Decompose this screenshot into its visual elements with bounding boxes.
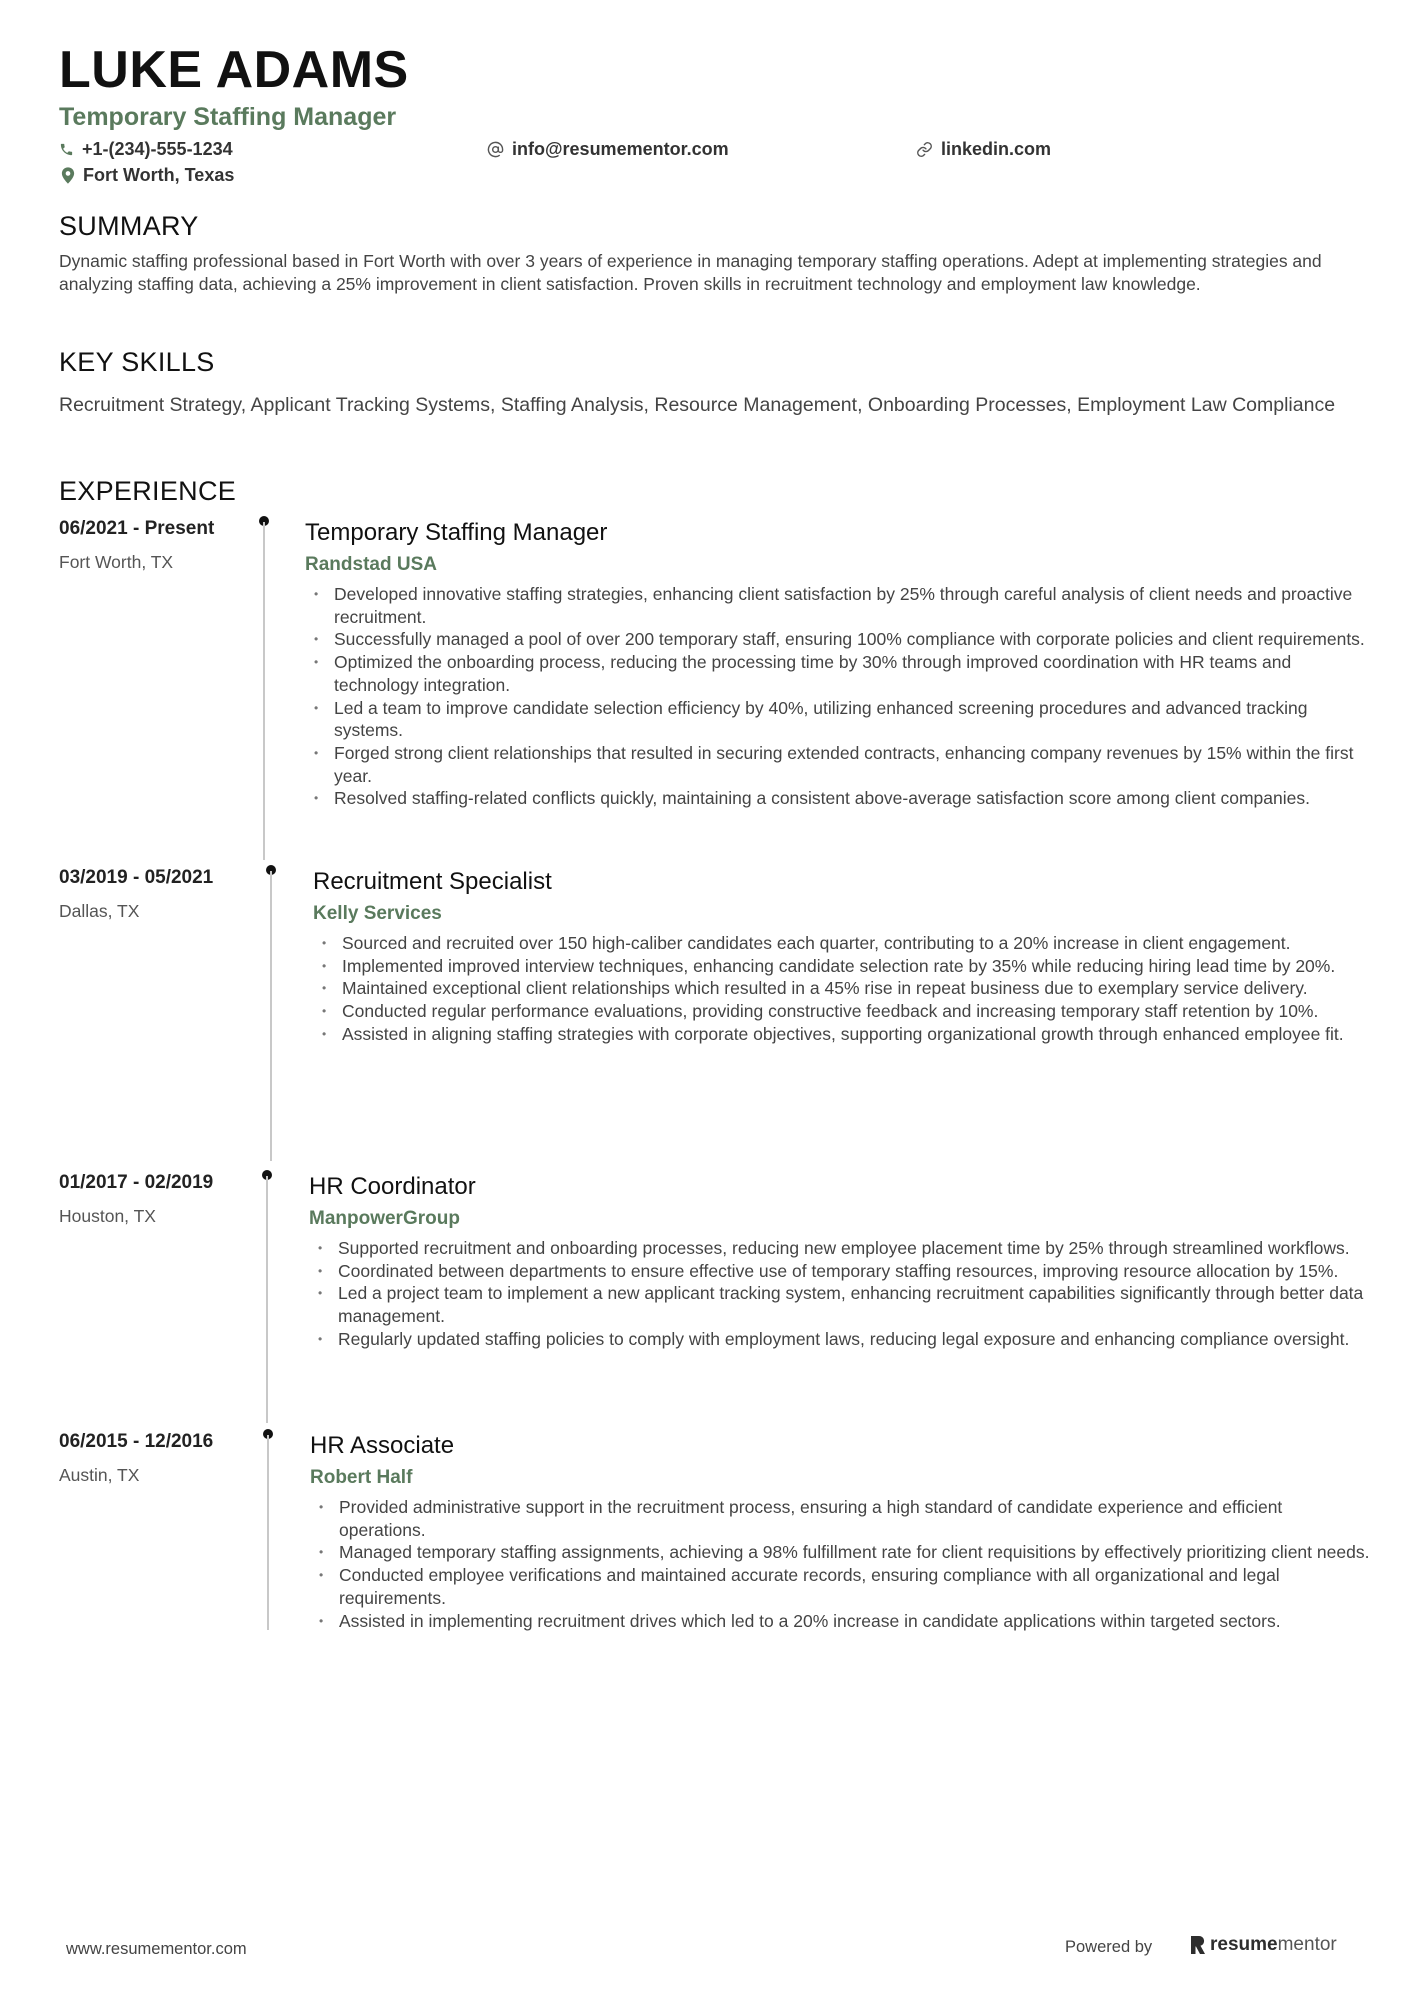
logo-word-mentor: mentor — [1277, 1934, 1337, 1955]
location-text: Fort Worth, Texas — [83, 165, 235, 185]
location-pin-icon — [61, 167, 75, 184]
job-bullet: • Assisted in implementing recruitment drives which led to a 20% increase in candidate applications within targeted sectors. — [316, 1610, 1371, 1633]
footer-website-link[interactable]: www.resumementor.com — [66, 1940, 247, 1958]
contact-location — [61, 166, 234, 184]
skills-text: Recruitment Strategy, Applicant Tracking Systems, Staffing Analysis, Resource Management, Onboarding Processes, Employment Law Compliance — [59, 394, 1336, 416]
job-bullet: • Successfully managed a pool of over 200 temporary staff, ensuring 100% compliance with corporate policies and client requirements. — [311, 628, 1366, 651]
job-title: HR Associate — [310, 1432, 455, 1459]
contact-linkedin[interactable] — [916, 140, 1051, 158]
job-bullet: • Conducted employee verifications and maintained accurate records, ensuring compliance with all organizational and legal requirements. — [316, 1564, 1371, 1609]
job-bullet: • Provided administrative support in the recruitment process, ensuring a high standard of candidate experience and efficient operations. — [316, 1496, 1371, 1541]
job-bullet: • Maintained exceptional client relationships which resulted in a 45% rise in repeat business due to exemplary service delivery. — [319, 977, 1374, 1000]
candidate-name: LUKE ADAMS — [59, 41, 409, 99]
job-title: Temporary Staffing Manager — [305, 519, 608, 546]
logo-word-resume: resume — [1210, 1934, 1278, 1955]
resumementor-logo-icon — [1188, 1934, 1206, 1956]
job-location: Fort Worth, TX — [59, 552, 174, 572]
job-dates: 03/2019 - 05/2021 — [59, 867, 214, 888]
job-dates: 06/2015 - 12/2016 — [59, 1431, 214, 1452]
job-bullet: • Regularly updated staffing policies to comply with employment laws, reducing legal exposure and enhancing compliance oversight. — [315, 1328, 1370, 1351]
job-company: Robert Half — [310, 1467, 413, 1488]
link-icon — [916, 141, 933, 158]
job-bullet: • Led a team to improve candidate selection efficiency by 40%, utilizing enhanced screening procedures and advanced tracking systems. — [311, 697, 1366, 742]
job-bullet: • Forged strong client relationships that resulted in securing extended contracts, enhancing company revenues by 15% within the first year. — [311, 742, 1366, 787]
job-location: Dallas, TX — [59, 901, 140, 921]
contact-email[interactable] — [487, 140, 729, 158]
job-bullets — [311, 583, 1366, 810]
job-bullet: • Supported recruitment and onboarding processes, reducing new employee placement time by 25% through streamlined workflows. — [315, 1237, 1370, 1260]
job-bullet: • Managed temporary staffing assignments, achieving a 98% fulfillment rate for client requisitions by effectively prioritizing client needs. — [316, 1541, 1371, 1564]
job-location: Houston, TX — [59, 1206, 156, 1226]
candidate-title: Temporary Staffing Manager — [59, 103, 397, 131]
timeline-line — [263, 522, 265, 860]
job-bullet: • Optimized the onboarding process, reducing the processing time by 30% through improved coordination with HR teams and technology integration. — [311, 651, 1366, 696]
job-bullets — [316, 1496, 1371, 1632]
job-bullet: • Sourced and recruited over 150 high-caliber candidates each quarter, contributing to a 20% increase in client engagement. — [319, 932, 1374, 955]
job-bullet: • Implemented improved interview techniques, enhancing candidate selection rate by 35% while reducing hiring lead time by 20%. — [319, 955, 1374, 978]
job-bullet: • Developed innovative staffing strategies, enhancing client satisfaction by 25% through careful analysis of client needs and proactive recruitment. — [311, 583, 1366, 628]
job-bullet: • Led a project team to implement a new applicant tracking system, enhancing recruitment capabilities significantly through better data management. — [315, 1282, 1370, 1327]
job-bullets — [319, 932, 1374, 1046]
job-bullet: • Coordinated between departments to ensure effective use of temporary staffing resources, improving resource allocation by 15%. — [315, 1260, 1370, 1283]
job-bullets — [315, 1237, 1370, 1351]
timeline-line — [266, 1176, 268, 1423]
resumementor-logo[interactable] — [1188, 1934, 1337, 1956]
skills-heading: KEY SKILLS — [59, 347, 215, 377]
job-bullet: • Assisted in aligning staffing strategies with corporate objectives, supporting organizational growth through enhanced employee fit. — [319, 1023, 1374, 1046]
job-company: Randstad USA — [305, 554, 437, 575]
job-bullet: • Resolved staffing-related conflicts quickly, maintaining a consistent above-average satisfaction score among client companies. — [311, 787, 1366, 810]
job-company: ManpowerGroup — [309, 1208, 460, 1229]
summary-heading: SUMMARY — [59, 211, 199, 241]
timeline-line — [267, 1435, 269, 1630]
experience-heading: EXPERIENCE — [59, 476, 237, 506]
job-dates: 01/2017 - 02/2019 — [59, 1172, 214, 1193]
at-icon — [487, 141, 504, 158]
summary-text: Dynamic staffing professional based in Fort Worth with over 3 years of experience in managing temporary staffing operations. Adept at implementing strategies and analyzing staffing data, achieving a 25% improvement in client satisfaction. Proven skills in recruitment technology and employment law knowledge. — [59, 251, 1322, 294]
contact-phone[interactable] — [59, 140, 233, 158]
job-dates: 06/2021 - Present — [59, 518, 215, 539]
phone-text: +1-(234)-555-1234 — [82, 139, 233, 159]
phone-icon — [59, 142, 74, 157]
footer-powered-by: Powered by — [1065, 1938, 1153, 1956]
timeline-line — [270, 871, 272, 1161]
job-company: Kelly Services — [313, 903, 442, 924]
email-text: info@resumementor.com — [512, 139, 729, 159]
job-bullet: • Conducted regular performance evaluations, providing constructive feedback and increasing temporary staff retention by 10%. — [319, 1000, 1374, 1023]
job-title: Recruitment Specialist — [313, 868, 552, 895]
job-title: HR Coordinator — [309, 1173, 476, 1200]
job-location: Austin, TX — [59, 1465, 140, 1485]
linkedin-text: linkedin.com — [941, 139, 1052, 159]
